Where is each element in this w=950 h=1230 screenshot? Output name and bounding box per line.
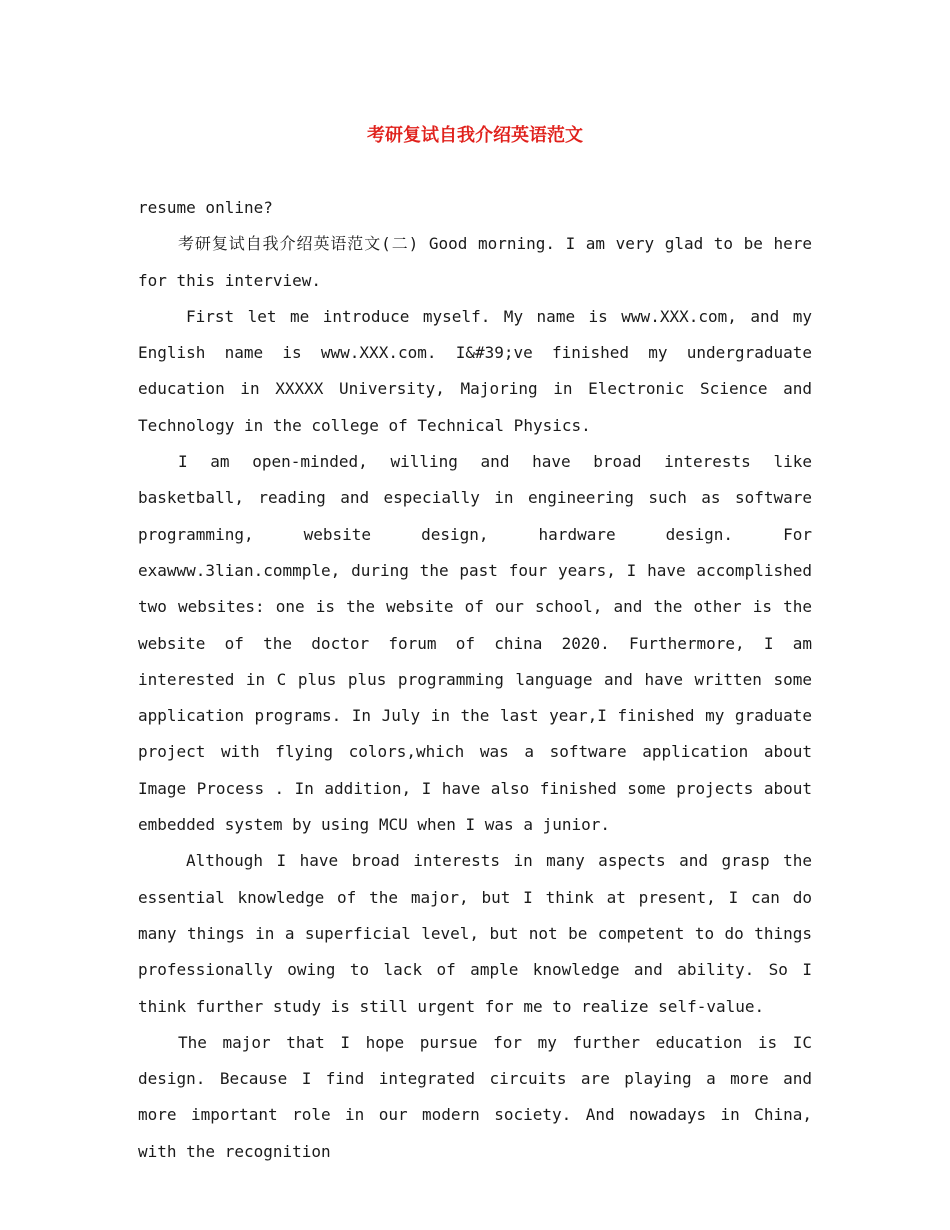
paragraph-1: resume online? <box>138 198 273 217</box>
paragraph-6: The major that I hope pursue for my further education is IC design. Because I find integrated circuits are playing a more and more important role in our modern society. And nowadays in China, with the recognition <box>138 1032 812 1161</box>
paragraph-3: First let me introduce myself. My name is www.XXX.com, and my English name is www.XXX.com. I&#39;ve finished my undergraduate education in XXXXX University, Majoring in Electronic Science and Technology in the college of Technical Physics. <box>138 306 812 435</box>
page-title: 考研复试自我介绍英语范文 <box>367 125 583 146</box>
paragraph-2: 考研复试自我介绍英语范文(二) Good morning. I am very glad to be here for this interview. <box>138 234 812 290</box>
document-body <box>138 190 812 1170</box>
paragraph-4: I am open-minded, willing and have broad interests like basketball, reading and especially in engineering such as software programming, website design, hardware design. For exawww.3lian.commple, during the past four years, I have accomplished two websites: one is the website of our school, and the other is the website of the doctor forum of china 2020. Furthermore, I am interested in C plus plus programming language and have written some application programs. In July in the last year,I finished my graduate project with flying colors,which was a software application about Image Process . In addition, I have also finished some projects about embedded system by using MCU when I was a junior. <box>138 452 812 835</box>
paragraph-5: Although I have broad interests in many aspects and grasp the essential knowledge of the major, but I think at present, I can do many things in a superficial level, but not be competent to do things professionally owing to lack of ample knowledge and ability. So I think further study is still urgent for me to realize self-value. <box>138 851 812 1016</box>
